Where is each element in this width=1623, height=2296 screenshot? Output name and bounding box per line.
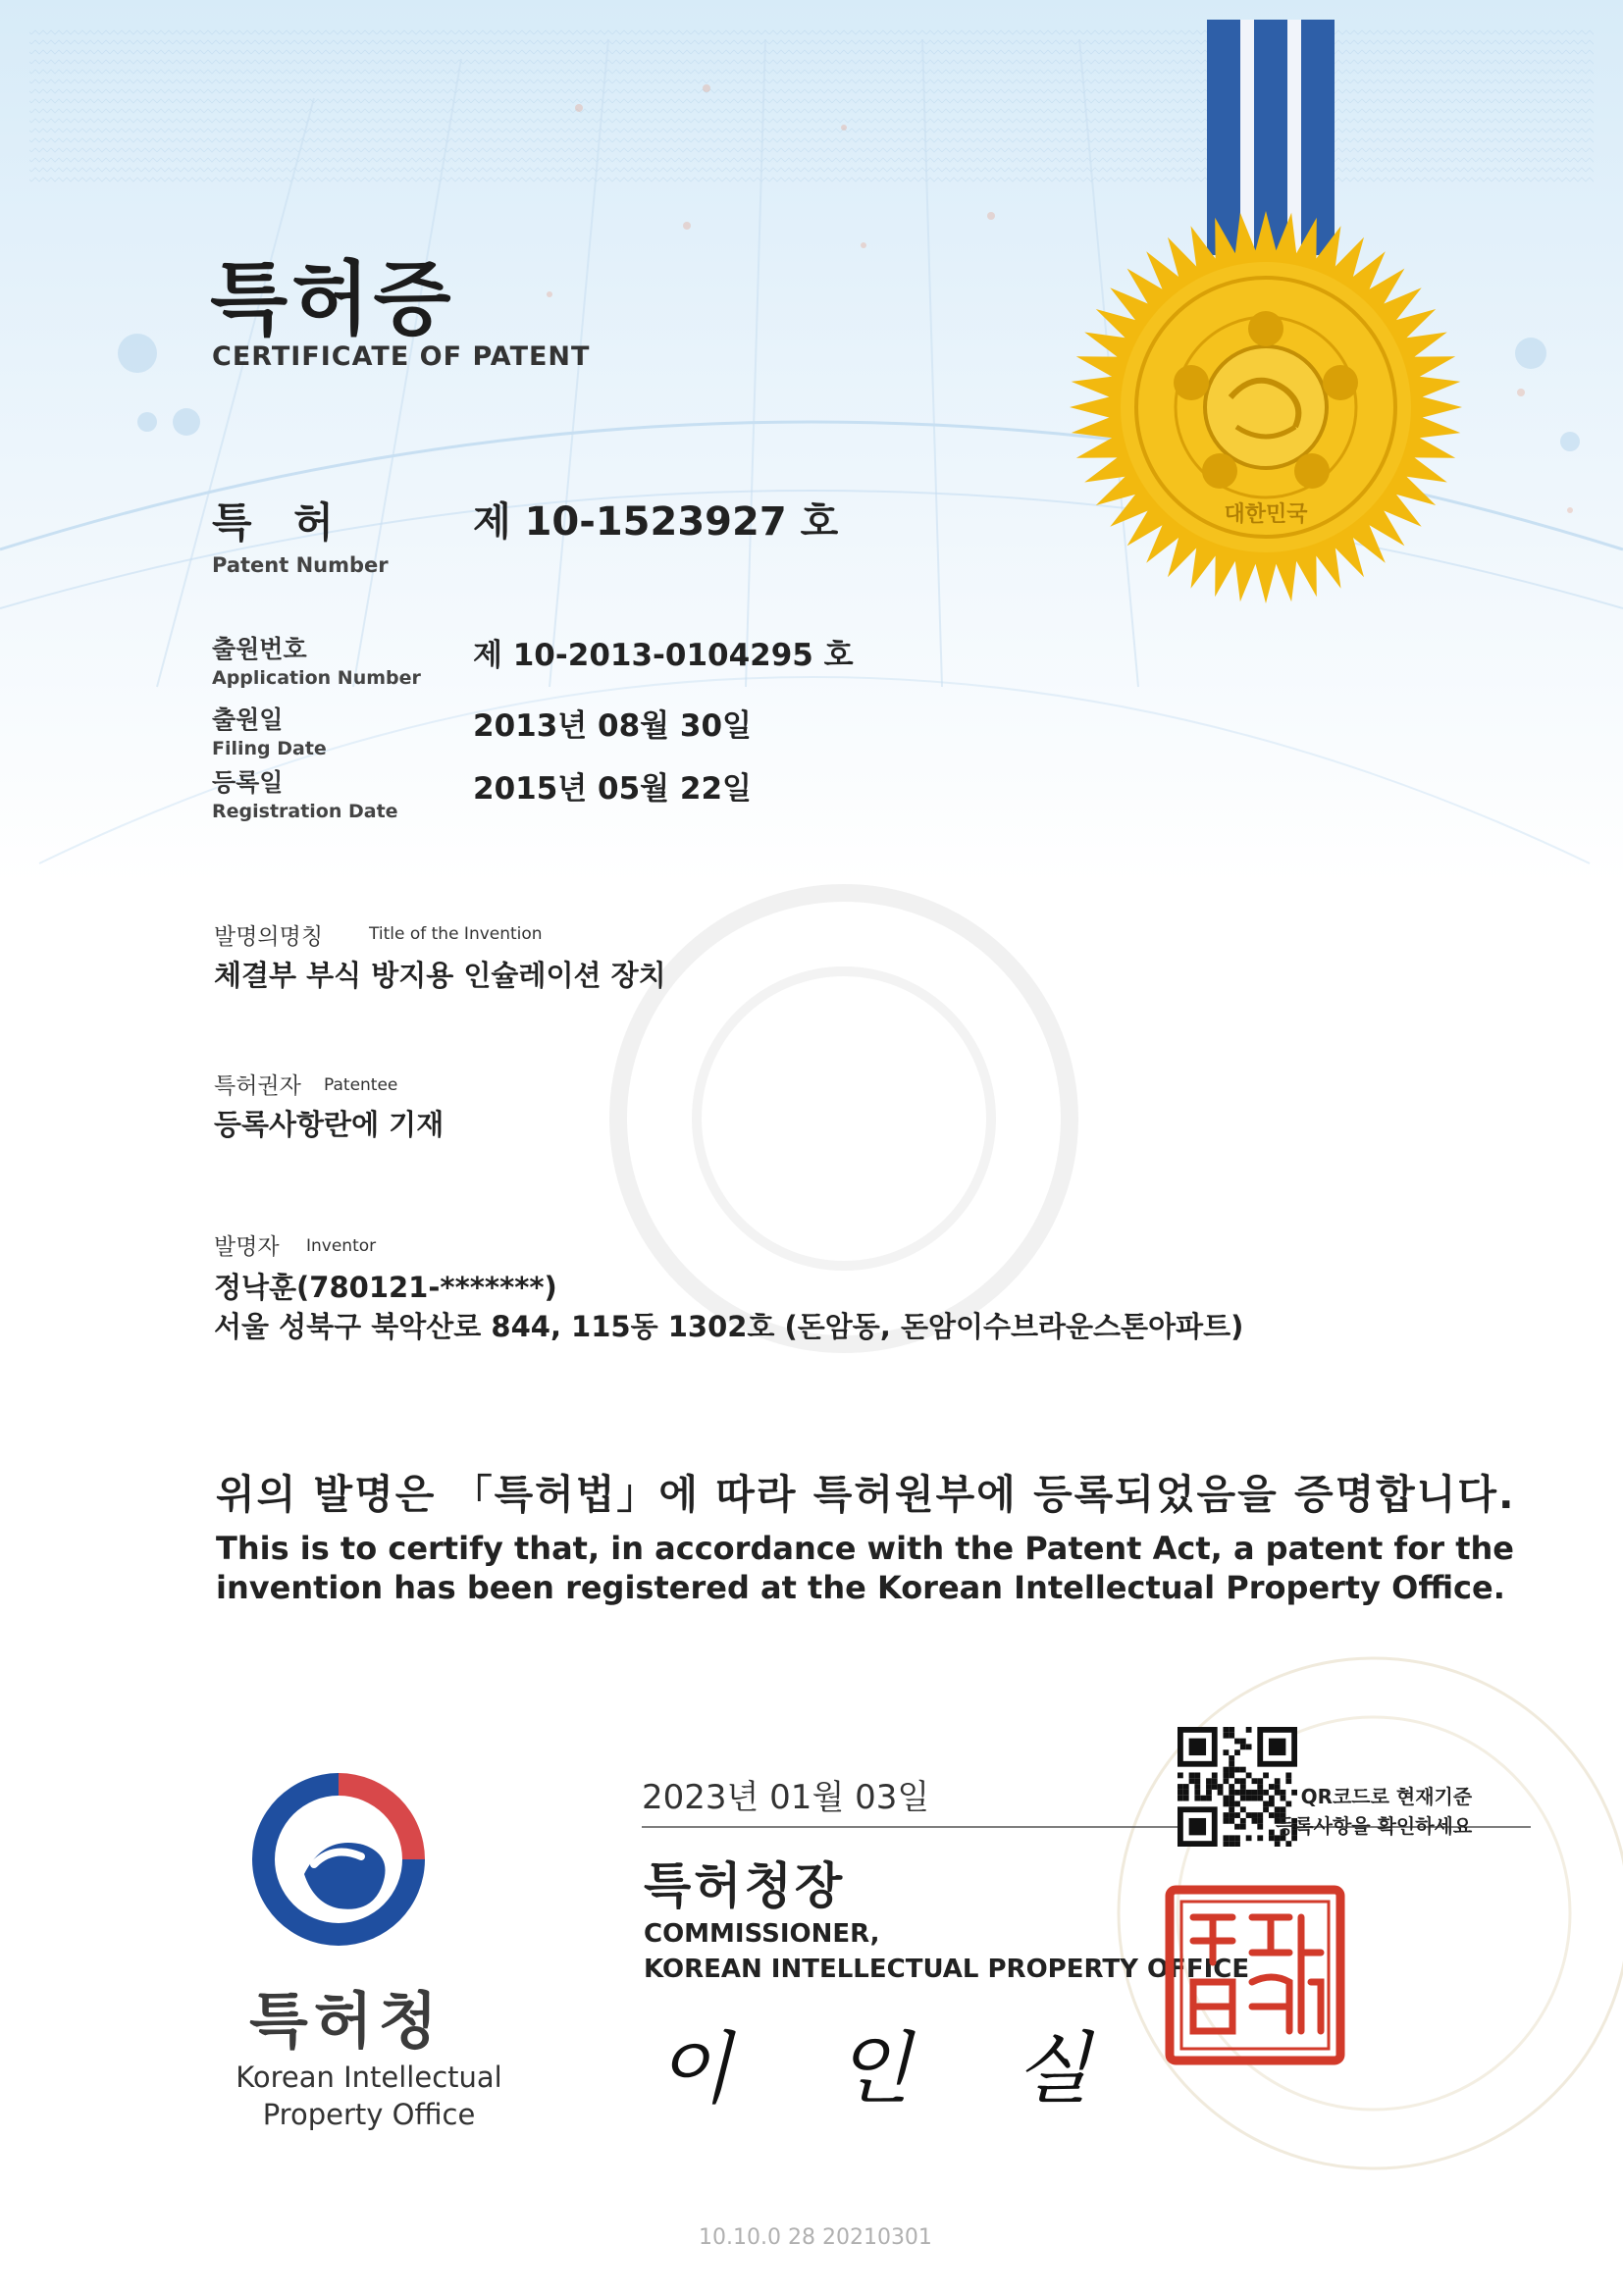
application-label-ko: 출원번호 bbox=[212, 635, 307, 663]
commissioner-title-en-1: COMMISSIONER, bbox=[644, 1919, 880, 1949]
gold-medal-seal bbox=[1060, 20, 1472, 648]
kipo-name-en-2: Property Office bbox=[262, 2098, 476, 2131]
page-title: 특허증 bbox=[210, 253, 455, 346]
filing-date: 2013년 08월 30일 bbox=[473, 708, 752, 744]
filing-label-en: Filing Date bbox=[212, 738, 327, 759]
patent-label-en: Patent Number bbox=[212, 553, 389, 577]
inventor-label-en: Inventor bbox=[306, 1236, 377, 1256]
registration-label-ko: 등록일 bbox=[212, 768, 284, 797]
invention-title: 체결부 부식 방지용 인슐레이션 장치 bbox=[214, 959, 666, 992]
official-red-stamp bbox=[1164, 1884, 1346, 2066]
commissioner-title-ko: 특허청장 bbox=[644, 1857, 846, 1914]
medal-text: 대한민국 bbox=[1224, 502, 1308, 527]
inventor-label-ko: 발명자 bbox=[214, 1234, 280, 1260]
registration-date: 2015년 05월 22일 bbox=[473, 771, 752, 807]
application-label-en: Application Number bbox=[212, 667, 421, 689]
certification-statement-ko: 위의 발명은 「특허법」에 따라 특허원부에 등록되었음을 증명합니다. bbox=[216, 1471, 1516, 1518]
qr-note: QR코드로 현재기준 등록사항을 확인하세요 bbox=[1276, 1785, 1473, 1838]
commissioner-signature bbox=[655, 2002, 1130, 2129]
svg-text:이 인 실: 이 인 실 bbox=[655, 2023, 1130, 2114]
page-subtitle: CERTIFICATE OF PATENT bbox=[212, 341, 591, 372]
registration-label-en: Registration Date bbox=[212, 801, 398, 822]
patent-number: 제 10-1523927 호 bbox=[473, 499, 839, 545]
certification-statement-en: This is to certify that, in accordance with the Patent Act, a patent for the invention has been registered at the Korean Intellectual Property Office. bbox=[216, 1530, 1514, 1606]
application-number: 제 10-2013-0104295 호 bbox=[473, 638, 854, 673]
patentee-label-ko: 특허권자 bbox=[214, 1073, 301, 1099]
invention-label-ko: 발명의명칭 bbox=[214, 924, 324, 950]
issue-date: 2023년 01월 03일 bbox=[642, 1778, 930, 1817]
kipo-logo bbox=[245, 1766, 432, 1953]
kipo-name-ko: 특허청 bbox=[249, 1985, 444, 2057]
kipo-name-en-1: Korean Intellectual bbox=[236, 2061, 502, 2094]
invention-label-en: Title of the Invention bbox=[369, 924, 543, 944]
patentee-label-en: Patentee bbox=[324, 1075, 398, 1095]
patent-label-ko: 특 허 bbox=[212, 498, 347, 547]
patentee-value: 등록사항란에 기재 bbox=[214, 1108, 445, 1141]
document-code: 10.10.0 28 20210301 bbox=[699, 2225, 932, 2250]
commissioner-title-en-2: KOREAN INTELLECTUAL PROPERTY OFFICE bbox=[644, 1955, 1250, 1984]
inventor-address: 서울 성북구 북악산로 844, 115동 1302호 (돈암동, 돈암이수브라운스톤아파트) bbox=[214, 1310, 1244, 1343]
filing-label-ko: 출원일 bbox=[212, 705, 284, 734]
inventor-name: 정낙훈(780121-*******) bbox=[214, 1271, 557, 1304]
